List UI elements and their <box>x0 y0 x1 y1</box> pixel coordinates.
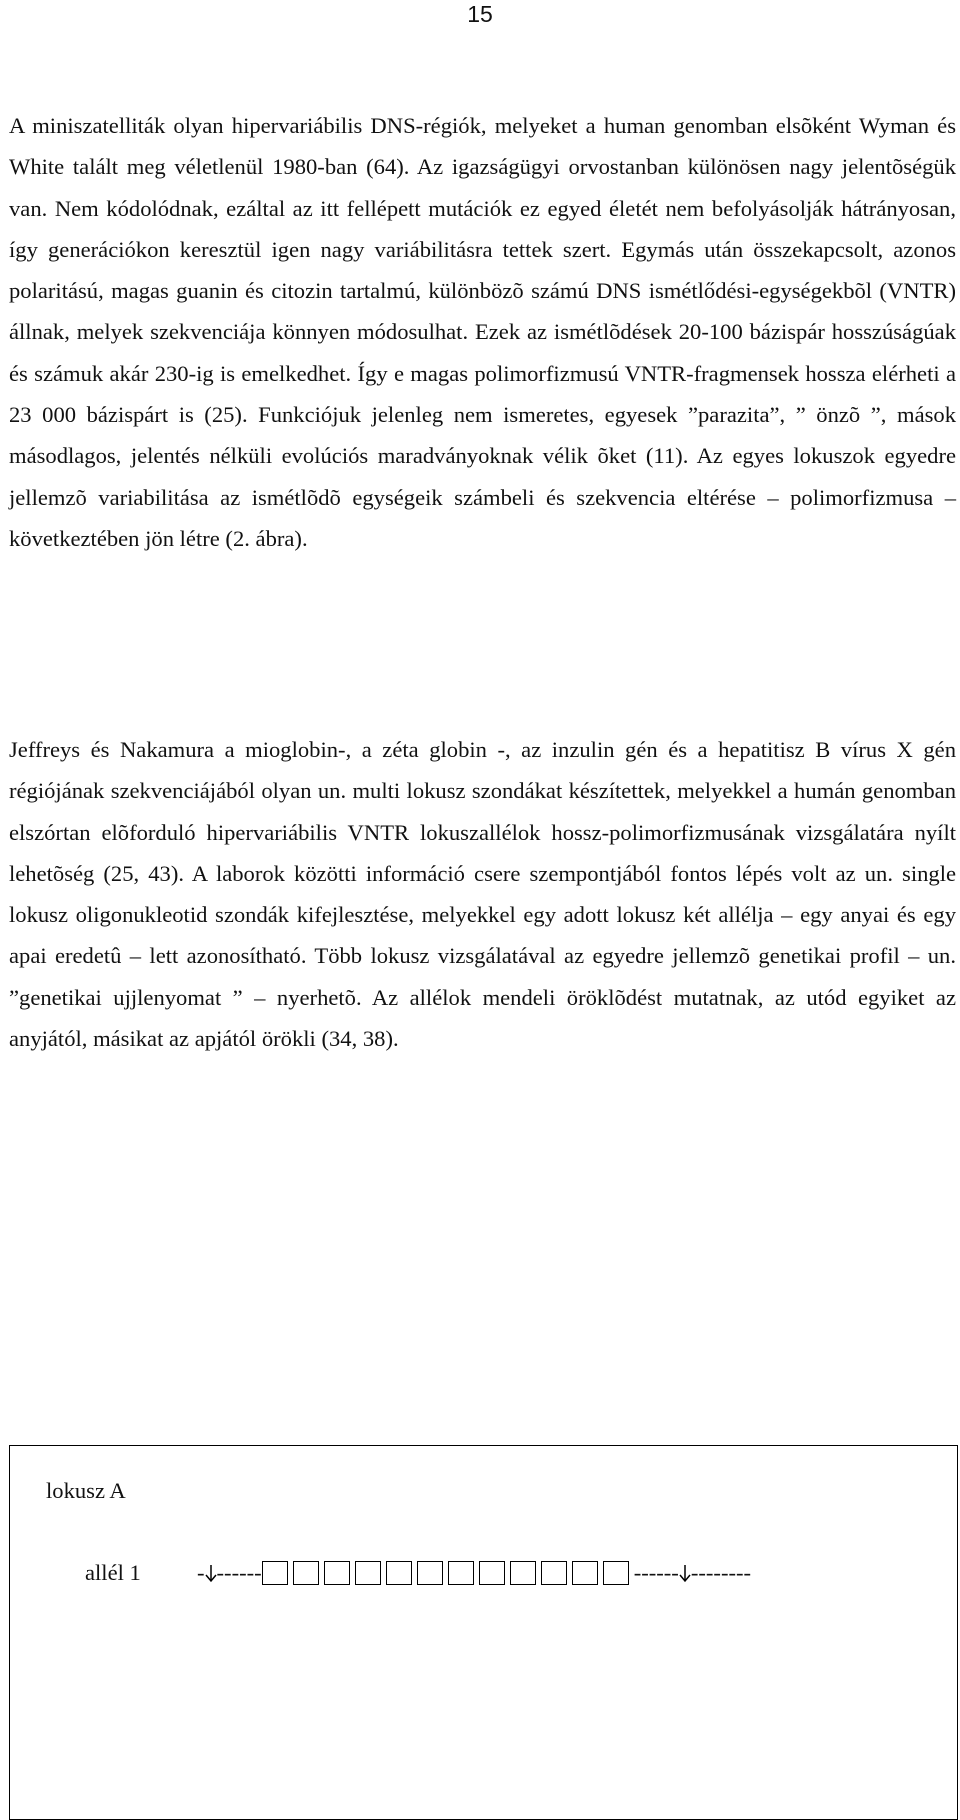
repeat-units <box>262 1561 634 1585</box>
body-paragraph-1: A miniszatelliták olyan hipervariábilis DNS-régiók, melyeket a human genomban elsõként Wyman és White talált meg véletlenül 1980-ban (64). Az igazságügyi orvostanban különösen nagy jelentõségük van. Nem kódolódnak, ezáltal az itt fellépett mutációk ez egyed életét nem befolyásolják hátrányosan, így generációkon keresztül igen nagy variábilitásra tettek szert. Egymás után összekapcsolt, azonos polaritású, magas guanin és citozin tartalmú, különbözõ számú DNS ismétlődési-egységekbõl (VNTR) állnak, melyek szekvenciája könnyen módosulhat. Ezek az ismétlõdések 20-100 bázispár hosszúságúak és számuk akár 230-ig is emelkedhet. Így e magas polimorfizmusú VNTR-fragmensek hossza elérheti a 23 000 bázispárt is (25). Funkciójuk jelenleg nem ismeretes, egyesek ”parazita”, ” önzõ ”, mások másodlagos, jelentés nélküli evolúciós maradványoknak vélik õket (11). Az egyes lokuszok egyedre jellemzõ variabilitása az ismétlõdõ egységeik számbeli és szekvencia eltérése – polimorfizmusa – következtében jön létre (2. ábra). <box>9 113 956 551</box>
repeat-unit-box <box>541 1561 567 1585</box>
sequence-flank-right: ------ <box>633 1560 679 1585</box>
repeat-unit-box <box>603 1561 629 1585</box>
figure-frame <box>9 1445 958 1820</box>
sequence-trail-dash: -------- <box>690 1560 752 1585</box>
repeat-unit-box <box>355 1561 381 1585</box>
allele-row <box>85 1556 752 1590</box>
repeat-unit-box <box>262 1561 288 1585</box>
repeat-unit-box <box>510 1561 536 1585</box>
allele-sequence <box>197 1556 751 1590</box>
repeat-unit-box <box>324 1561 350 1585</box>
allele-label: allél 1 <box>85 1560 141 1585</box>
repeat-unit-box <box>386 1561 412 1585</box>
repeat-unit-box <box>479 1561 505 1585</box>
repeat-unit-box <box>448 1561 474 1585</box>
repeat-unit-box <box>417 1561 443 1585</box>
sequence-lead-dash: - <box>197 1560 205 1585</box>
sequence-flank-left: ------ <box>216 1560 262 1585</box>
repeat-unit-box <box>293 1561 319 1585</box>
repeat-unit-box <box>572 1561 598 1585</box>
down-arrow-icon <box>205 1561 217 1585</box>
down-arrow-icon <box>679 1561 691 1585</box>
locus-label: lokusz A <box>46 1478 126 1503</box>
body-paragraph-2: Jeffreys és Nakamura a mioglobin-, a zéta globin -, az inzulin gén és a hepatitisz B vírus X gén régiójának szekvenciájából olyan un. multi lokusz szondákat készítettek, melyekkel a humán genomban elszórtan elõforduló hipervariábilis VNTR lokuszallélok hossz-polimorfizmusának vizsgálatára nyílt lehetõség (25, 43). A laborok közötti információ csere szempontjából fontos lépés volt az un. single lokusz oligonukleotid szondák kifejlesztése, melyekkel egy adott lokusz két allélja – egy anyai és egy apai eredetû – lett azonosítható. Több lokusz vizsgálatával az egyedre jellemzõ genetikai profil – un. ”genetikai ujjlenyomat ” – nyerhetõ. Az allélok mendeli öröklõdést mutatnak, az utód egyiket az anyjától, másikat az apjától örökli (34, 38). <box>9 737 956 1052</box>
page-number: 15 <box>467 1 493 27</box>
